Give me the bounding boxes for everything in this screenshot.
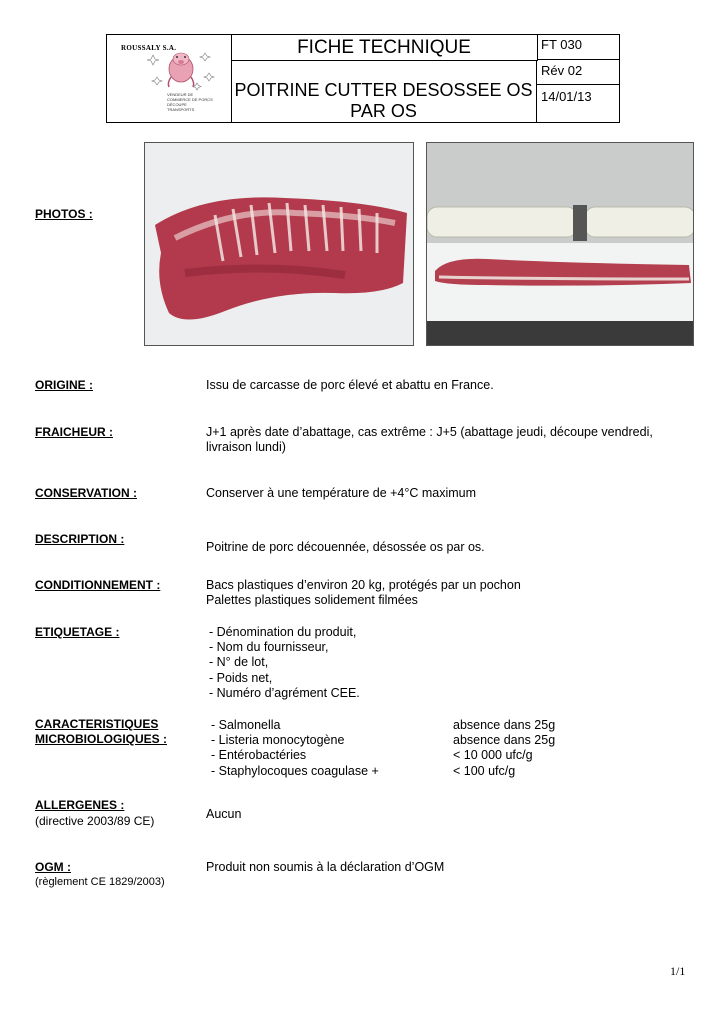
- ogm-value: Produit non soumis à la déclaration d’OGM: [206, 860, 445, 874]
- conditionnement-value: Bacs plastiques d’environ 20 kg, protégés par un pochon Palettes plastiques solidement filmées: [206, 578, 521, 607]
- list-item: - Entérobactéries: [211, 748, 307, 763]
- header-table: [106, 34, 620, 123]
- company-activities: VENDEUR DE COMMERCE DE PORCS DÉCOUPE TRANSPORTS: [167, 92, 213, 112]
- list-item: < 100 ufc/g: [453, 763, 516, 778]
- etiquetage-list: [209, 625, 360, 701]
- meat-photo-2: [427, 143, 694, 346]
- document-title: FICHE TECHNIQUE: [231, 35, 538, 61]
- list-item: - Dénomination du produit,: [209, 625, 357, 639]
- list-item: - Staphylocoques coagulase +: [211, 763, 379, 778]
- description-label: DESCRIPTION :: [35, 532, 125, 546]
- photos-label: PHOTOS :: [35, 207, 93, 221]
- document-ref: FT 030: [537, 35, 619, 60]
- description-value: Poitrine de porc découennée, désossée os par os.: [206, 540, 485, 554]
- list-item: - Poids net,: [209, 670, 273, 685]
- micro-label: CARACTERISTIQUES MICROBIOLOGIQUES :: [35, 717, 167, 746]
- document-date: 14/01/13: [541, 89, 592, 104]
- allergenes-label: ALLERGENES :: [35, 798, 125, 812]
- company-logo: [107, 35, 232, 122]
- micro-criteria-list: [211, 718, 379, 779]
- list-item: - Listeria monocytogène: [211, 733, 345, 748]
- list-item: - Nom du fournisseur,: [209, 640, 329, 655]
- list-item: - Salmonella: [211, 718, 281, 732]
- etiquetage-label: ETIQUETAGE :: [35, 625, 120, 639]
- company-name: ROUSSALY S.A.: [121, 44, 177, 52]
- ogm-regulation: (règlement CE 1829/2003): [35, 876, 165, 888]
- conservation-label: CONSERVATION :: [35, 486, 138, 500]
- ogm-label: OGM :: [35, 860, 71, 874]
- list-item: absence dans 25g: [453, 733, 556, 748]
- pig-logo-icon: [147, 47, 217, 93]
- list-item: absence dans 25g: [453, 718, 556, 732]
- document-revision: Rév 02: [537, 60, 619, 85]
- list-item: - Numéro d’agrément CEE.: [209, 685, 360, 700]
- fraicheur-value: J+1 après date d’abattage, cas extrême : J+5 (abattage jeudi, découpe vendredi, livraison lundi): [206, 425, 653, 454]
- photo-meat-side-view: [426, 142, 694, 346]
- list-item: - N° de lot,: [209, 655, 269, 670]
- meat-photo-1: [145, 143, 414, 346]
- allergenes-directive: (directive 2003/89 CE): [35, 814, 155, 828]
- product-title: POITRINE CUTTER DESOSSEE OS PAR OS: [231, 60, 537, 122]
- origine-label: ORIGINE :: [35, 378, 94, 392]
- allergenes-value: Aucun: [206, 807, 242, 821]
- conservation-value: Conserver à une température de +4°C maximum: [206, 486, 477, 500]
- photo-meat-top-view: [144, 142, 414, 346]
- list-item: < 10 000 ufc/g: [453, 748, 533, 763]
- fraicheur-label: FRAICHEUR :: [35, 425, 113, 439]
- micro-limits-list: [453, 718, 555, 779]
- origine-value: Issu de carcasse de porc élevé et abattu en France.: [206, 378, 494, 392]
- conditionnement-label: CONDITIONNEMENT :: [35, 578, 161, 592]
- page-number: 1/1: [670, 964, 686, 978]
